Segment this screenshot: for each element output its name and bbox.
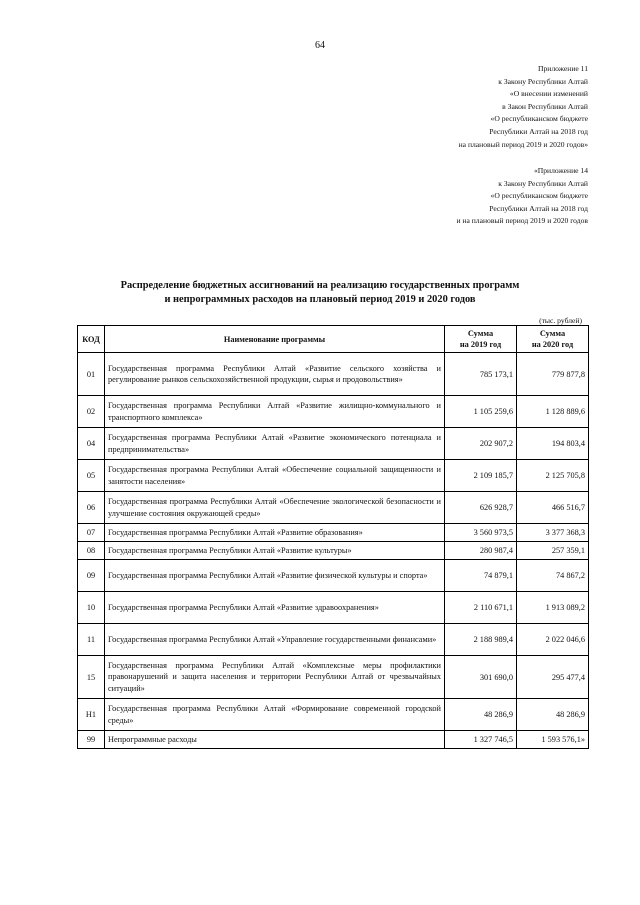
- table-row: [78, 560, 589, 592]
- appendix-14-line: и на плановый период 2019 и 2020 годов: [456, 216, 588, 226]
- row-sum-2019: 301 690,0: [445, 656, 517, 699]
- row-program-name: Непрограммные расходы: [105, 731, 445, 749]
- appendix-14-line: «О республиканском бюджете: [490, 191, 588, 201]
- units-label: (тыс. рублей): [539, 316, 582, 325]
- header-sum-2019-line2: на 2019 год: [459, 340, 502, 349]
- appendix-11-line: Приложение 11: [538, 64, 588, 73]
- table-row: [78, 699, 589, 731]
- row-sum-2020: 779 877,8: [517, 353, 589, 396]
- row-sum-2020: 3 377 368,3: [517, 524, 589, 542]
- table-row: [78, 524, 589, 542]
- row-sum-2019: 280 987,4: [445, 542, 517, 560]
- appendix-14-line: «Приложение 14: [533, 166, 588, 175]
- appendix-11-header: [459, 63, 588, 151]
- header-sum-2019-line1: Сумма: [467, 329, 494, 338]
- row-code: 02: [78, 396, 105, 428]
- appendix-11-line: в Закон Республики Алтай: [502, 101, 588, 111]
- row-sum-2020: 1 128 889,6: [517, 396, 589, 428]
- row-code: 15: [78, 656, 105, 699]
- row-sum-2020: 48 286,9: [517, 699, 589, 731]
- title-line-1: Распределение бюджетных ассигнований на реализацию государственных программ: [120, 280, 520, 291]
- row-sum-2020: 2 022 046,6: [517, 624, 589, 656]
- row-code: 05: [78, 460, 105, 492]
- row-program-name: Государственная программа Республики Алтай «Обеспечение социальной защищенности и занятости населения»: [105, 460, 445, 492]
- header-sum-2020: [517, 326, 589, 353]
- title-line-2: и непрограммных расходов на плановый период 2019 и 2020 годов: [164, 294, 476, 305]
- row-code: 10: [78, 592, 105, 624]
- header-code: КОД: [78, 326, 105, 353]
- row-code: 07: [78, 524, 105, 542]
- row-program-name: Государственная программа Республики Алтай «Развитие образования»: [105, 524, 445, 542]
- appendix-11-line: «О республиканском бюджете: [490, 114, 588, 124]
- table-row: [78, 460, 589, 492]
- row-sum-2019: 2 109 185,7: [445, 460, 517, 492]
- header-sum-2019: [445, 326, 517, 353]
- row-code: 04: [78, 428, 105, 460]
- row-sum-2019: 626 928,7: [445, 492, 517, 524]
- row-sum-2019: 785 173,1: [445, 353, 517, 396]
- row-program-name: Государственная программа Республики Алтай «Обеспечение экологической безопасности и улучшение состояния окружающей среды»: [105, 492, 445, 524]
- table-header-row: [78, 326, 589, 353]
- row-code: Н1: [78, 699, 105, 731]
- row-program-name: Государственная программа Республики Алтай «Развитие физической культуры и спорта»: [105, 560, 445, 592]
- page-number: 64: [315, 40, 325, 51]
- row-program-name: Государственная программа Республики Алтай «Формирование современной городской среды»: [105, 699, 445, 731]
- table-row: [78, 353, 589, 396]
- table-row: [78, 396, 589, 428]
- document-title: [0, 279, 640, 307]
- row-sum-2019: 2 110 671,1: [445, 592, 517, 624]
- table-row: [78, 492, 589, 524]
- row-sum-2019: 74 879,1: [445, 560, 517, 592]
- appendix-11-line: Республики Алтай на 2018 год: [489, 126, 588, 136]
- appendix-14-line: к Закону Республики Алтай: [498, 178, 588, 188]
- header-sum-2020-line1: Сумма: [539, 329, 566, 338]
- row-sum-2019: 1 105 259,6: [445, 396, 517, 428]
- row-sum-2020: 466 516,7: [517, 492, 589, 524]
- header-name: Наименование программы: [105, 326, 445, 353]
- row-program-name: Государственная программа Республики Алтай «Развитие экономического потенциала и предпринимательства»: [105, 428, 445, 460]
- row-code: 01: [78, 353, 105, 396]
- row-sum-2020: 1 913 089,2: [517, 592, 589, 624]
- table-row: [78, 542, 589, 560]
- row-sum-2020: 1 593 576,1»: [517, 731, 589, 749]
- row-sum-2020: 194 803,4: [517, 428, 589, 460]
- row-sum-2020: 257 359,1: [517, 542, 589, 560]
- table-row: [78, 428, 589, 460]
- appendix-14-line: Республики Алтай на 2018 год: [489, 203, 588, 213]
- row-sum-2020: 295 477,4: [517, 656, 589, 699]
- row-sum-2020: 74 867,2: [517, 560, 589, 592]
- appendix-11-line: к Закону Республики Алтай: [498, 76, 588, 86]
- row-code: 99: [78, 731, 105, 749]
- row-code: 08: [78, 542, 105, 560]
- row-program-name: Государственная программа Республики Алтай «Комплексные меры профилактики правонарушений и защита населения и территории Республики Алтай от чрезвычайных ситуаций»: [105, 656, 445, 699]
- row-code: 06: [78, 492, 105, 524]
- row-sum-2019: 3 560 973,5: [445, 524, 517, 542]
- table-row: [78, 731, 589, 749]
- row-sum-2020: 2 125 705,8: [517, 460, 589, 492]
- row-program-name: Государственная программа Республики Алтай «Управление государственными финансами»: [105, 624, 445, 656]
- table-row: [78, 624, 589, 656]
- row-sum-2019: 2 188 989,4: [445, 624, 517, 656]
- row-program-name: Государственная программа Республики Алтай «Развитие культуры»: [105, 542, 445, 560]
- appendix-11-line: «О внесении изменений: [509, 89, 588, 99]
- table-row: [78, 592, 589, 624]
- appendix-14-header: [456, 165, 588, 228]
- row-sum-2019: 1 327 746,5: [445, 731, 517, 749]
- row-sum-2019: 202 907,2: [445, 428, 517, 460]
- table-row: [78, 656, 589, 699]
- row-program-name: Государственная программа Республики Алтай «Развитие здравоохранения»: [105, 592, 445, 624]
- header-sum-2020-line2: на 2020 год: [531, 340, 574, 349]
- row-program-name: Государственная программа Республики Алтай «Развитие сельского хозяйства и регулирование рынков сельскохозяйственной продукции, сырья и продовольствия»: [105, 353, 445, 396]
- row-sum-2019: 48 286,9: [445, 699, 517, 731]
- appendix-11-line: на плановый период 2019 и 2020 годов»: [458, 139, 588, 149]
- budget-table: [77, 325, 589, 749]
- row-code: 11: [78, 624, 105, 656]
- row-program-name: Государственная программа Республики Алтай «Развитие жилищно-коммунального и транспортного комплекса»: [105, 396, 445, 428]
- row-code: 09: [78, 560, 105, 592]
